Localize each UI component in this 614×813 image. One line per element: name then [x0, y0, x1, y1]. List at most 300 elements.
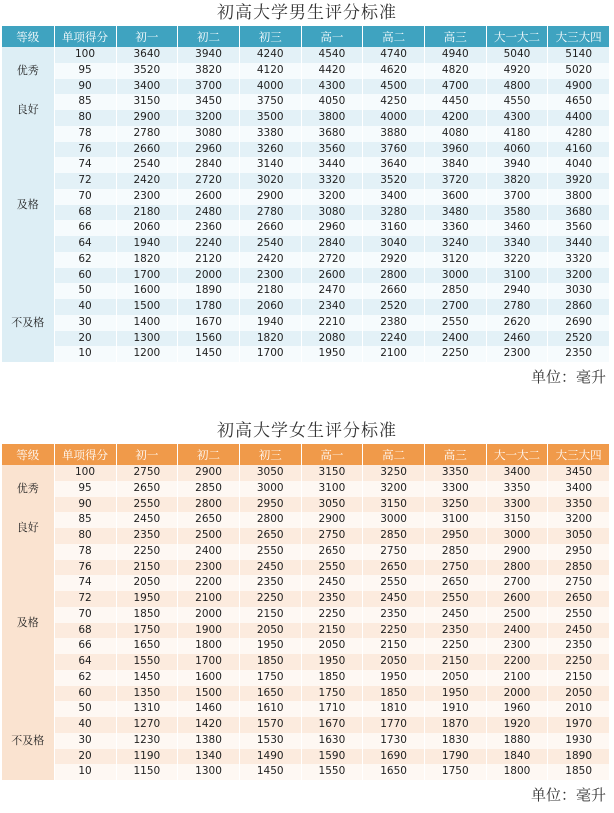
value-cell: 3150 — [301, 465, 363, 481]
column-header: 大一大二 — [486, 444, 548, 465]
grade-label: 优秀 — [2, 47, 54, 94]
value-cell: 1800 — [178, 638, 240, 654]
value-cell: 2720 — [301, 252, 363, 268]
column-header: 初一 — [116, 444, 178, 465]
value-cell: 2340 — [301, 299, 363, 315]
value-cell: 2250 — [301, 607, 363, 623]
score-cell: 100 — [54, 465, 116, 481]
female-standard-section — [0, 418, 614, 810]
value-cell: 2400 — [424, 331, 486, 347]
value-cell: 4250 — [363, 94, 425, 110]
value-cell: 3250 — [363, 465, 425, 481]
value-cell: 2350 — [363, 607, 425, 623]
value-cell: 4820 — [424, 63, 486, 79]
value-cell: 1790 — [424, 749, 486, 765]
value-cell: 2700 — [486, 575, 548, 591]
value-cell: 4800 — [486, 79, 548, 95]
value-cell: 3100 — [486, 268, 548, 284]
column-header: 初三 — [239, 444, 301, 465]
value-cell: 1950 — [301, 654, 363, 670]
value-cell: 4420 — [301, 63, 363, 79]
value-cell: 1600 — [116, 283, 178, 299]
table-row — [2, 733, 610, 749]
value-cell: 1650 — [363, 764, 425, 780]
grade-label: 不及格 — [2, 701, 54, 780]
value-cell: 4900 — [548, 79, 610, 95]
score-cell: 68 — [54, 623, 116, 639]
value-cell: 1420 — [178, 717, 240, 733]
value-cell: 3000 — [239, 481, 301, 497]
value-cell: 2350 — [116, 528, 178, 544]
value-cell: 2250 — [424, 346, 486, 362]
value-cell: 2250 — [363, 623, 425, 639]
value-cell: 1550 — [116, 654, 178, 670]
value-cell: 1300 — [178, 764, 240, 780]
value-cell: 3050 — [301, 497, 363, 513]
value-cell: 2900 — [116, 110, 178, 126]
value-cell: 2550 — [548, 607, 610, 623]
value-cell: 2540 — [239, 236, 301, 252]
value-cell: 3750 — [239, 94, 301, 110]
score-cell: 64 — [54, 654, 116, 670]
value-cell: 2000 — [178, 268, 240, 284]
value-cell: 2850 — [548, 560, 610, 576]
table-row — [2, 189, 610, 205]
value-cell: 4120 — [239, 63, 301, 79]
value-cell: 3800 — [301, 110, 363, 126]
value-cell: 2300 — [178, 560, 240, 576]
value-cell: 2500 — [486, 607, 548, 623]
value-cell: 3260 — [239, 142, 301, 158]
value-cell: 3300 — [424, 481, 486, 497]
column-header: 大三大四 — [548, 26, 610, 47]
value-cell: 2450 — [301, 575, 363, 591]
value-cell: 3160 — [363, 220, 425, 236]
value-cell: 3720 — [424, 173, 486, 189]
header-row — [2, 444, 610, 465]
value-cell: 2850 — [424, 283, 486, 299]
value-cell: 2350 — [424, 623, 486, 639]
score-cell: 80 — [54, 528, 116, 544]
value-cell: 2850 — [363, 528, 425, 544]
value-cell: 4400 — [548, 110, 610, 126]
table-row — [2, 94, 610, 110]
table-row — [2, 749, 610, 765]
value-cell: 3020 — [239, 173, 301, 189]
value-cell: 2780 — [239, 205, 301, 221]
value-cell: 1550 — [301, 764, 363, 780]
value-cell: 3240 — [424, 236, 486, 252]
value-cell: 3400 — [486, 465, 548, 481]
value-cell: 2250 — [239, 591, 301, 607]
table-row — [2, 544, 610, 560]
value-cell: 3050 — [239, 465, 301, 481]
value-cell: 3000 — [424, 268, 486, 284]
value-cell: 2550 — [116, 497, 178, 513]
score-cell: 100 — [54, 47, 116, 63]
value-cell: 1340 — [178, 749, 240, 765]
value-cell: 2080 — [301, 331, 363, 347]
value-cell: 2780 — [486, 299, 548, 315]
value-cell: 3050 — [548, 528, 610, 544]
value-cell: 2300 — [486, 346, 548, 362]
table-row — [2, 110, 610, 126]
grade-label: 及格 — [2, 126, 54, 284]
value-cell: 3140 — [239, 157, 301, 173]
value-cell: 4000 — [363, 110, 425, 126]
table-row — [2, 315, 610, 331]
value-cell: 3100 — [424, 512, 486, 528]
value-cell: 2450 — [424, 607, 486, 623]
male-score-table — [2, 26, 610, 362]
table-row — [2, 126, 610, 142]
value-cell: 2240 — [363, 331, 425, 347]
value-cell: 3340 — [486, 236, 548, 252]
value-cell: 2100 — [178, 591, 240, 607]
value-cell: 3440 — [301, 157, 363, 173]
value-cell: 2180 — [239, 283, 301, 299]
column-header: 初二 — [178, 444, 240, 465]
value-cell: 4450 — [424, 94, 486, 110]
value-cell: 1950 — [116, 591, 178, 607]
value-cell: 2540 — [116, 157, 178, 173]
value-cell: 2660 — [239, 220, 301, 236]
value-cell: 3840 — [424, 157, 486, 173]
value-cell: 2650 — [548, 591, 610, 607]
column-header: 初三 — [239, 26, 301, 47]
table-row — [2, 512, 610, 528]
value-cell: 1770 — [363, 717, 425, 733]
value-cell: 2100 — [363, 346, 425, 362]
column-header: 等级 — [2, 444, 54, 465]
value-cell: 1670 — [178, 315, 240, 331]
value-cell: 2550 — [424, 315, 486, 331]
value-cell: 4180 — [486, 126, 548, 142]
score-cell: 78 — [54, 126, 116, 142]
value-cell: 2300 — [116, 189, 178, 205]
value-cell: 1590 — [301, 749, 363, 765]
value-cell: 2450 — [239, 560, 301, 576]
value-cell: 1950 — [363, 670, 425, 686]
value-cell: 3150 — [486, 512, 548, 528]
table-row — [2, 670, 610, 686]
value-cell: 2150 — [424, 654, 486, 670]
score-cell: 66 — [54, 638, 116, 654]
score-cell: 85 — [54, 94, 116, 110]
value-cell: 3400 — [363, 189, 425, 205]
value-cell: 1700 — [178, 654, 240, 670]
score-cell: 90 — [54, 79, 116, 95]
score-cell: 72 — [54, 173, 116, 189]
table-row — [2, 331, 610, 347]
value-cell: 2650 — [116, 481, 178, 497]
value-cell: 3320 — [548, 252, 610, 268]
value-cell: 2050 — [301, 638, 363, 654]
value-cell: 3360 — [424, 220, 486, 236]
value-cell: 3800 — [548, 189, 610, 205]
value-cell: 4940 — [424, 47, 486, 63]
value-cell: 3680 — [301, 126, 363, 142]
table-row — [2, 607, 610, 623]
value-cell: 2060 — [116, 220, 178, 236]
value-cell: 1570 — [239, 717, 301, 733]
value-cell: 1270 — [116, 717, 178, 733]
table-row — [2, 47, 610, 63]
value-cell: 2050 — [363, 654, 425, 670]
value-cell: 1450 — [178, 346, 240, 362]
value-cell: 2360 — [178, 220, 240, 236]
value-cell: 1830 — [424, 733, 486, 749]
value-cell: 1300 — [116, 331, 178, 347]
value-cell: 3150 — [363, 497, 425, 513]
value-cell: 2480 — [178, 205, 240, 221]
value-cell: 3960 — [424, 142, 486, 158]
value-cell: 4050 — [301, 94, 363, 110]
score-cell: 10 — [54, 346, 116, 362]
value-cell: 2660 — [363, 283, 425, 299]
value-cell: 1950 — [424, 686, 486, 702]
value-cell: 2650 — [424, 575, 486, 591]
score-cell: 20 — [54, 749, 116, 765]
value-cell: 2650 — [301, 544, 363, 560]
value-cell: 2150 — [301, 623, 363, 639]
value-cell: 1700 — [116, 268, 178, 284]
value-cell: 3250 — [424, 497, 486, 513]
value-cell: 3120 — [424, 252, 486, 268]
value-cell: 2900 — [178, 465, 240, 481]
column-header: 高一 — [301, 444, 363, 465]
value-cell: 1730 — [363, 733, 425, 749]
score-cell: 68 — [54, 205, 116, 221]
value-cell: 1350 — [116, 686, 178, 702]
table-row — [2, 268, 610, 284]
value-cell: 1900 — [178, 623, 240, 639]
value-cell: 4060 — [486, 142, 548, 158]
score-cell: 78 — [54, 544, 116, 560]
score-cell: 70 — [54, 607, 116, 623]
value-cell: 2150 — [363, 638, 425, 654]
score-cell: 62 — [54, 252, 116, 268]
table-row — [2, 252, 610, 268]
value-cell: 2650 — [239, 528, 301, 544]
value-cell: 2060 — [239, 299, 301, 315]
value-cell: 1940 — [239, 315, 301, 331]
header-row — [2, 26, 610, 47]
value-cell: 1230 — [116, 733, 178, 749]
grade-label: 良好 — [2, 94, 54, 126]
value-cell: 2950 — [548, 544, 610, 560]
value-cell: 1890 — [548, 749, 610, 765]
value-cell: 2750 — [301, 528, 363, 544]
value-cell: 1710 — [301, 701, 363, 717]
value-cell: 3460 — [486, 220, 548, 236]
value-cell: 3920 — [548, 173, 610, 189]
value-cell: 2960 — [178, 142, 240, 158]
value-cell: 2750 — [116, 465, 178, 481]
value-cell: 2900 — [301, 512, 363, 528]
value-cell: 3100 — [301, 481, 363, 497]
value-cell: 2450 — [548, 623, 610, 639]
value-cell: 1810 — [363, 701, 425, 717]
value-cell: 1820 — [239, 331, 301, 347]
value-cell: 3520 — [363, 173, 425, 189]
value-cell: 2450 — [116, 512, 178, 528]
value-cell: 3680 — [548, 205, 610, 221]
value-cell: 1820 — [116, 252, 178, 268]
value-cell: 2180 — [116, 205, 178, 221]
value-cell: 3640 — [116, 47, 178, 63]
value-cell: 1850 — [363, 686, 425, 702]
female-score-table — [2, 444, 610, 780]
value-cell: 1750 — [301, 686, 363, 702]
value-cell: 2350 — [548, 346, 610, 362]
value-cell: 1750 — [239, 670, 301, 686]
value-cell: 3820 — [178, 63, 240, 79]
table-row — [2, 299, 610, 315]
value-cell: 2800 — [239, 512, 301, 528]
column-header: 初一 — [116, 26, 178, 47]
value-cell: 4300 — [486, 110, 548, 126]
value-cell: 1850 — [548, 764, 610, 780]
value-cell: 1450 — [239, 764, 301, 780]
score-cell: 40 — [54, 299, 116, 315]
column-header: 高二 — [363, 444, 425, 465]
value-cell: 2940 — [486, 283, 548, 299]
value-cell: 2050 — [239, 623, 301, 639]
value-cell: 1910 — [424, 701, 486, 717]
value-cell: 3150 — [116, 94, 178, 110]
score-cell: 50 — [54, 283, 116, 299]
value-cell: 3200 — [301, 189, 363, 205]
value-cell: 2690 — [548, 315, 610, 331]
value-cell: 1870 — [424, 717, 486, 733]
value-cell: 2200 — [178, 575, 240, 591]
value-cell: 1530 — [239, 733, 301, 749]
score-cell: 62 — [54, 670, 116, 686]
column-header: 初二 — [178, 26, 240, 47]
value-cell: 2420 — [116, 173, 178, 189]
value-cell: 2850 — [178, 481, 240, 497]
value-cell: 3080 — [178, 126, 240, 142]
score-cell: 64 — [54, 236, 116, 252]
value-cell: 3500 — [239, 110, 301, 126]
value-cell: 5020 — [548, 63, 610, 79]
table-row — [2, 623, 610, 639]
value-cell: 3450 — [548, 465, 610, 481]
value-cell: 2250 — [424, 638, 486, 654]
value-cell: 1880 — [486, 733, 548, 749]
value-cell: 1930 — [548, 733, 610, 749]
table-row — [2, 654, 610, 670]
value-cell: 2400 — [178, 544, 240, 560]
score-cell: 50 — [54, 701, 116, 717]
value-cell: 2800 — [486, 560, 548, 576]
score-cell: 95 — [54, 481, 116, 497]
value-cell: 4700 — [424, 79, 486, 95]
table-row — [2, 63, 610, 79]
value-cell: 2240 — [178, 236, 240, 252]
value-cell: 2150 — [239, 607, 301, 623]
score-cell: 66 — [54, 220, 116, 236]
score-cell: 95 — [54, 63, 116, 79]
column-header: 大三大四 — [548, 444, 610, 465]
column-header: 单项得分 — [54, 444, 116, 465]
male-table-title: 初高大学男生评分标准 — [217, 3, 397, 23]
value-cell: 3350 — [548, 497, 610, 513]
value-cell: 2950 — [424, 528, 486, 544]
value-cell: 2750 — [548, 575, 610, 591]
value-cell: 4920 — [486, 63, 548, 79]
value-cell: 3040 — [363, 236, 425, 252]
value-cell: 3200 — [548, 512, 610, 528]
score-cell: 76 — [54, 142, 116, 158]
value-cell: 2800 — [363, 268, 425, 284]
value-cell: 2100 — [486, 670, 548, 686]
value-cell: 2720 — [178, 173, 240, 189]
value-cell: 2210 — [301, 315, 363, 331]
value-cell: 2050 — [424, 670, 486, 686]
grade-label: 优秀 — [2, 465, 54, 512]
value-cell: 2250 — [548, 654, 610, 670]
value-cell: 1560 — [178, 331, 240, 347]
value-cell: 2860 — [548, 299, 610, 315]
value-cell: 2450 — [363, 591, 425, 607]
value-cell: 2900 — [239, 189, 301, 205]
value-cell: 2520 — [363, 299, 425, 315]
score-cell: 20 — [54, 331, 116, 347]
female-unit-label: 单位：毫升 — [530, 786, 606, 804]
column-header: 单项得分 — [54, 26, 116, 47]
table-row — [2, 346, 610, 362]
table-row — [2, 465, 610, 481]
table-row — [2, 575, 610, 591]
value-cell: 1750 — [424, 764, 486, 780]
value-cell: 2200 — [486, 654, 548, 670]
value-cell: 2300 — [239, 268, 301, 284]
table-row — [2, 701, 610, 717]
table-row — [2, 686, 610, 702]
value-cell: 4300 — [301, 79, 363, 95]
value-cell: 1920 — [486, 717, 548, 733]
table-row — [2, 497, 610, 513]
value-cell: 3200 — [363, 481, 425, 497]
value-cell: 2650 — [178, 512, 240, 528]
value-cell: 2700 — [424, 299, 486, 315]
value-cell: 2780 — [116, 126, 178, 142]
value-cell: 3480 — [424, 205, 486, 221]
value-cell: 1400 — [116, 315, 178, 331]
value-cell: 4540 — [301, 47, 363, 63]
value-cell: 3220 — [486, 252, 548, 268]
value-cell: 2250 — [116, 544, 178, 560]
value-cell: 3350 — [486, 481, 548, 497]
value-cell: 2550 — [239, 544, 301, 560]
table-row — [2, 173, 610, 189]
value-cell: 3440 — [548, 236, 610, 252]
score-cell: 72 — [54, 591, 116, 607]
table-row — [2, 481, 610, 497]
value-cell: 1850 — [116, 607, 178, 623]
value-cell: 2850 — [424, 544, 486, 560]
score-cell: 74 — [54, 157, 116, 173]
table-row — [2, 220, 610, 236]
value-cell: 3080 — [301, 205, 363, 221]
value-cell: 3000 — [486, 528, 548, 544]
value-cell: 2600 — [178, 189, 240, 205]
value-cell: 1190 — [116, 749, 178, 765]
value-cell: 1490 — [239, 749, 301, 765]
value-cell: 2520 — [548, 331, 610, 347]
